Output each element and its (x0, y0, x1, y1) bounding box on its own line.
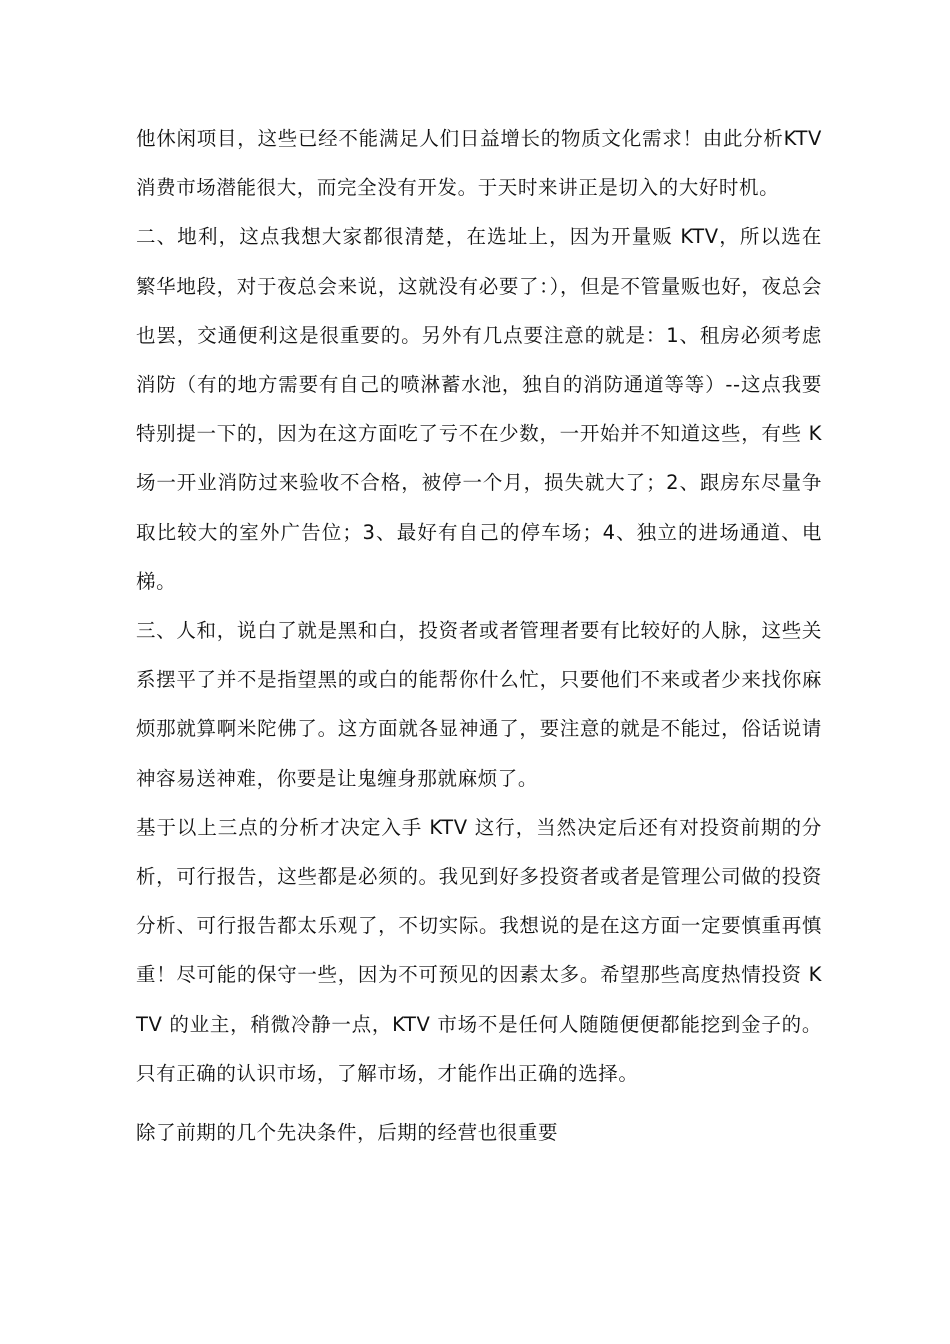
paragraph-renhe: 三、人和，说白了就是黑和白，投资者或者管理者要有比较好的人脉，这些关系摆平了并不是指望黑的或白的能帮你什么忙，只要他们不来或者少来找你麻烦那就算啊米陀佛了。这方面就各显神通了，要注意的就是不能过，俗话说请神容易送神难，你要是让鬼缠身那就麻烦了。 (136, 619, 822, 790)
paragraph-analysis: 基于以上三点的分析才决定入手 KTV 这行，当然决定后还有对投资前期的分析，可行报告，这些都是必须的。我见到好多投资者或者是管理公司做的投资分析、可行报告都太乐观了，不切实际。我想说的是在这方面一定要慎重再慎重！尽可能的保守一些，因为不可预见的因素太多。希望那些高度热情投资 KTV 的业主，稍微冷静一点，KTV 市场不是任何人随随便便都能挖到金子的。只有正确的认识市场，了解市场，才能作出正确的选择。 (136, 815, 822, 1085)
paragraph-operation: 除了前期的几个先决条件，后期的经营也很重要 (136, 1121, 559, 1145)
paragraph-tianshi: 他休闲项目，这些已经不能满足人们日益增长的物质文化需求！由此分析KTV 消费市场潜能很大，而完全没有开发。于天时来讲正是切入的大好时机。 (136, 127, 822, 200)
paragraph-dili: 二、地利，这点我想大家都很清楚，在选址上，因为开量贩 KTV，所以选在繁华地段，对于夜总会来说，这就没有必要了：），但是不管量贩也好，夜总会也罢，交通便利这是很重要的。另外有几点要注意的就是：1、租房必须考虑消防（有的地方需要有自己的喷淋蓄水池，独自的消防通道等等）--这点我要特别提一下的，因为在这方面吃了亏不在少数，一开始并不知道这些，有些 K 场一开业消防过来验收不合格，被停一个月，损失就大了；2、跟房东尽量争取比较大的室外广告位；3、最好有自己的停车场；4、独立的进场通道、电梯。 (136, 225, 822, 593)
document-body (136, 114, 822, 1157)
